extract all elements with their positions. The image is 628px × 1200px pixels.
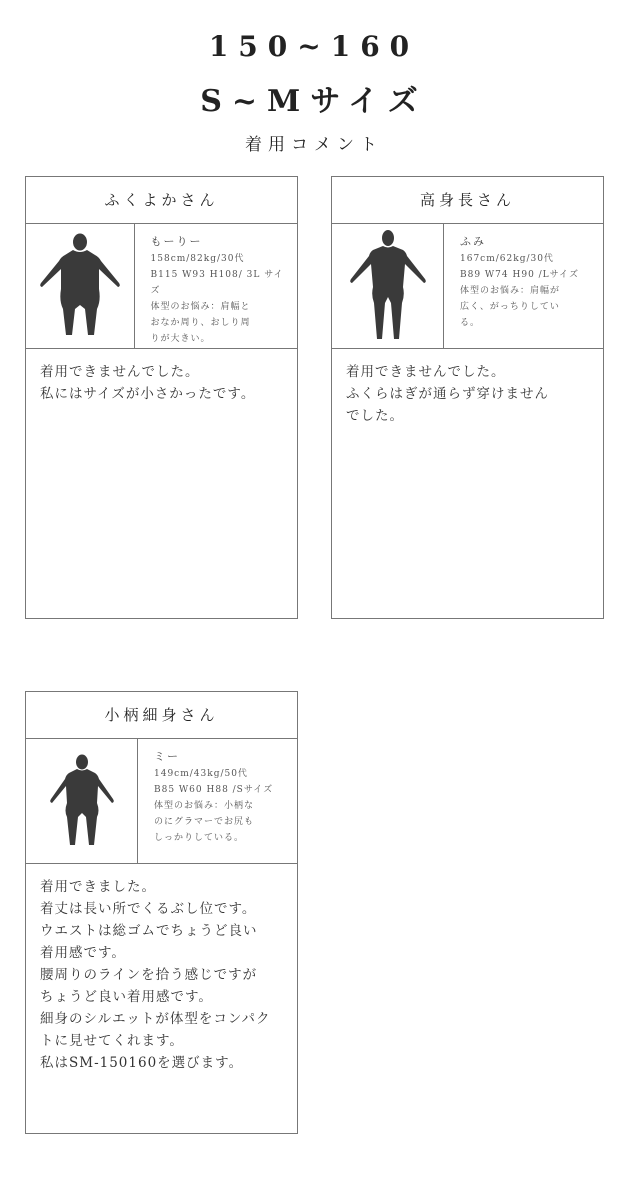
profile-info [138, 739, 281, 863]
comment-line: 私にはサイズが小さかったです。 [40, 386, 256, 402]
petite-body-silhouette-icon [42, 753, 122, 849]
figure-box [26, 739, 138, 863]
body-concern-line: 体型のお悩み：肩幅が [460, 286, 561, 296]
body-concern-line: しっかりしている。 [154, 833, 245, 843]
reviewer-measurements: B115 W93 H108/ 3L サイズ [150, 270, 284, 296]
reviewer-measurements: B89 W74 H90 /Lサイズ [460, 270, 579, 280]
body-concern-line: 体型のお悩み：小柄な [154, 801, 255, 811]
card-profile [332, 224, 603, 349]
reviewer-nickname: ふみ [460, 235, 486, 248]
profile-info [135, 224, 297, 348]
review-comment [26, 864, 297, 1086]
comment-line: 着用できませんでした。 [40, 364, 200, 380]
review-card-petite [25, 691, 298, 1134]
body-concern-line: 体型のお悩み：肩幅と [150, 302, 251, 312]
plus-size-body-silhouette-icon [35, 231, 125, 341]
reviewer-stats: 149cm/43kg/50代 [154, 769, 248, 779]
body-concern-line: る。 [460, 318, 481, 328]
card-type-label: ふくよかさん [26, 177, 297, 224]
reviewer-stats: 158cm/82kg/30代 [150, 254, 245, 264]
section-subtitle: 着用コメント [245, 135, 383, 155]
comment-line: トに見せてくれます。 [40, 1033, 184, 1049]
reviewer-measurements: B85 W60 H88 /Sサイズ [154, 785, 274, 795]
comment-line: 着用できました。 [40, 879, 156, 895]
comment-line: 腰周りのラインを拾う感じですが [40, 967, 258, 983]
reviewer-stats: 167cm/62kg/30代 [460, 254, 554, 264]
comment-line: でした。 [346, 408, 404, 424]
profile-info [444, 224, 587, 348]
review-comment [26, 349, 297, 417]
comment-line: 細身のシルエットが体型をコンパク [40, 1011, 271, 1027]
review-comment [332, 349, 603, 439]
figure-box [26, 224, 135, 348]
review-card-plus-size [25, 176, 298, 619]
comment-line: ふくらはぎが通らず穿けません [346, 386, 549, 402]
body-concern-line: 広く、がっちりしてい [460, 302, 560, 312]
reviewer-nickname: ミー [154, 750, 180, 763]
comment-line: 私はSM-150160を選びます。 [40, 1055, 244, 1071]
comment-line: ウエストは総ゴムでちょうど良い [40, 923, 258, 939]
body-concern-line: のにグラマーでお尻も [154, 817, 255, 827]
review-card-tall [331, 176, 604, 619]
card-type-label: 高身長さん [332, 177, 603, 224]
reviewer-nickname: もーりー [150, 235, 203, 248]
comment-line: ちょうど良い着用感です。 [40, 989, 213, 1005]
card-profile [26, 739, 297, 864]
comment-line: 着用できませんでした。 [346, 364, 506, 380]
size-range-title: 150~160 [208, 30, 420, 63]
figure-box [332, 224, 444, 348]
card-type-label: 小柄細身さん [26, 692, 297, 739]
body-concern-line: おなか周り、おしり周 [150, 318, 251, 328]
comment-line: 着丈は長い所でくるぶし位です。 [40, 901, 257, 917]
card-profile [26, 224, 297, 349]
comment-line: 着用感です。 [40, 945, 126, 961]
body-concern-line: りが大きい。 [150, 334, 211, 344]
size-label-title: S~Mサイズ [200, 84, 428, 119]
tall-body-silhouette-icon [343, 229, 433, 343]
